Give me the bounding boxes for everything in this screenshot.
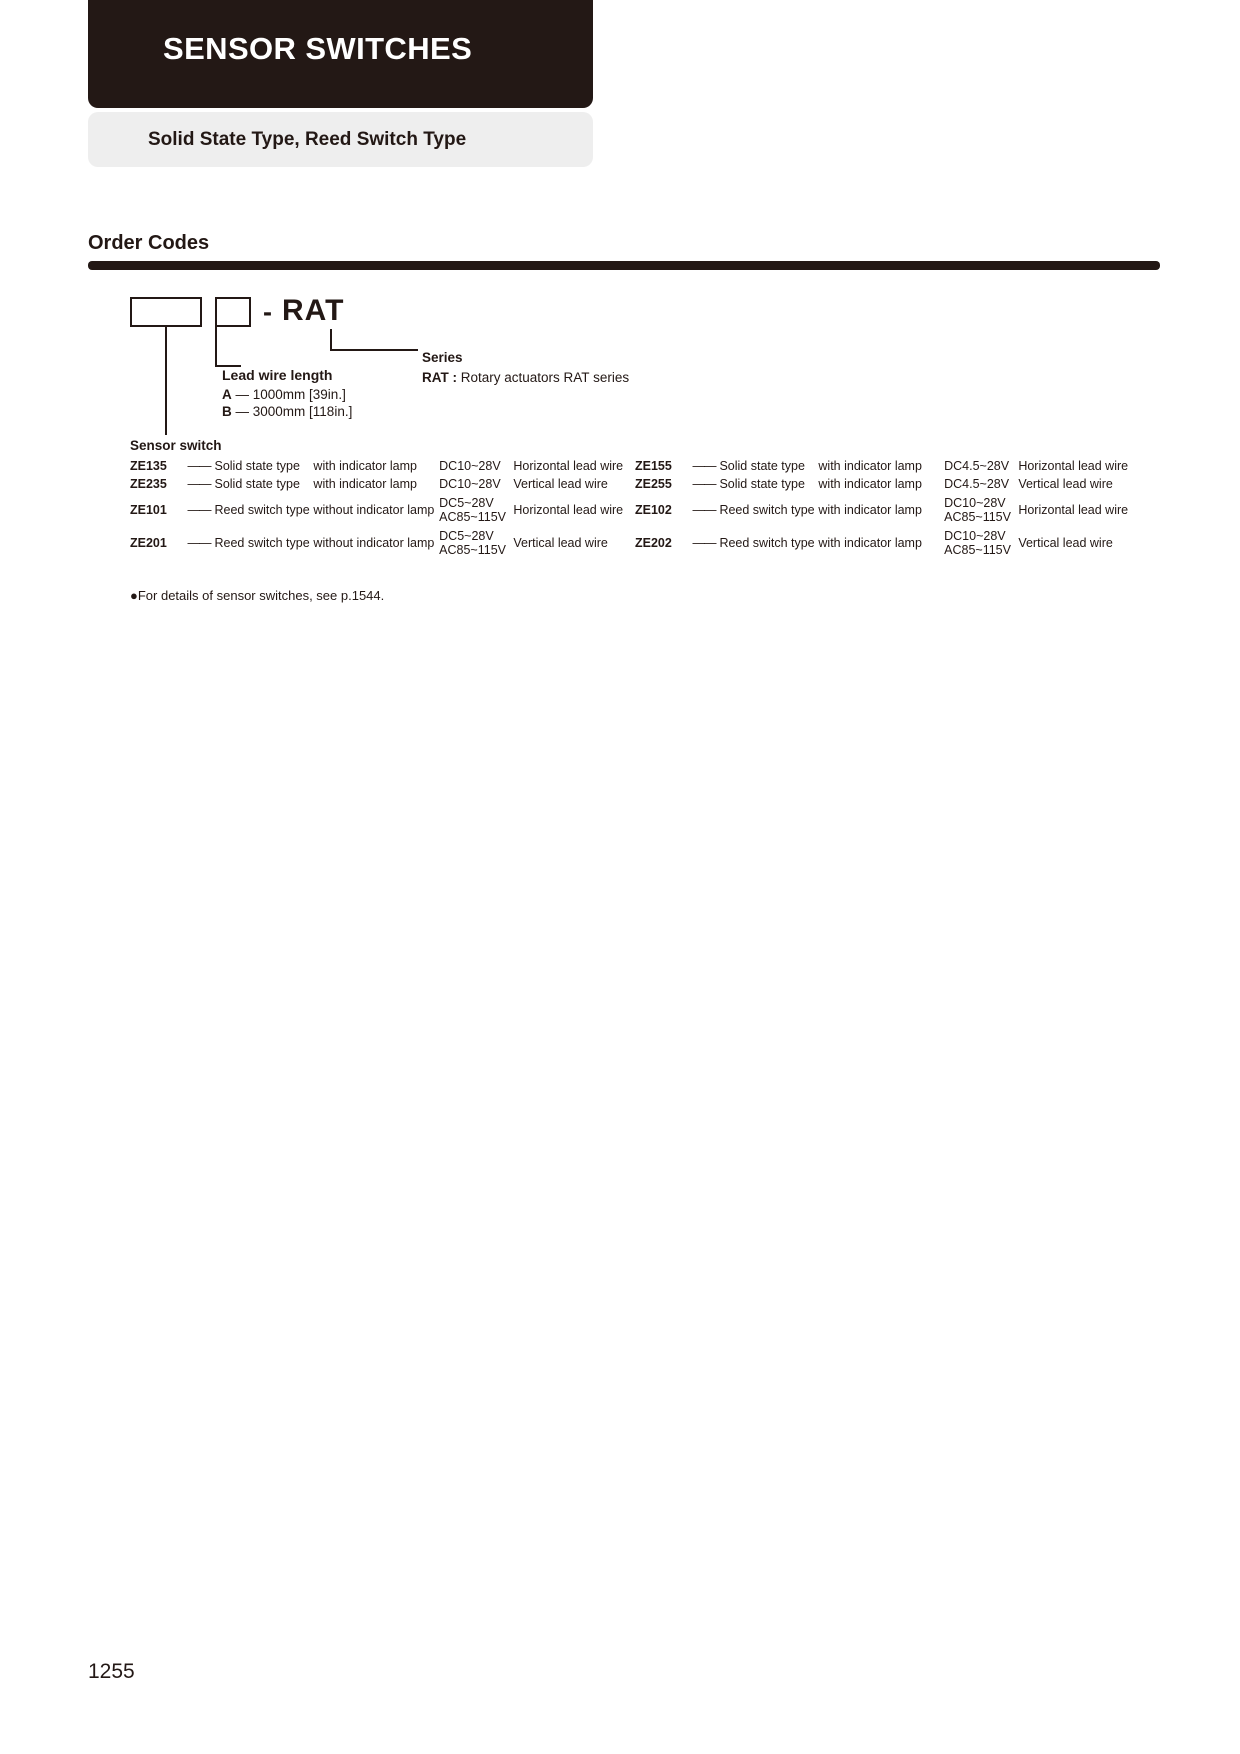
series-value: Rotary actuators RAT series (460, 370, 630, 385)
table-row (130, 475, 1140, 493)
page-subtitle: Solid State Type, Reed Switch Type (148, 128, 467, 150)
callout-lead-wire-option-a (222, 387, 346, 402)
sensor-lamp: with indicator lamp (818, 477, 922, 492)
sensor-dash: —— (187, 459, 211, 473)
sensor-voltage-line: AC85~115V (439, 510, 506, 525)
order-code-series: RAT (282, 294, 345, 327)
table-row (130, 527, 1140, 560)
sensor-wire: Vertical lead wire (513, 535, 608, 550)
sensor-voltage-line: DC4.5~28V (944, 459, 1010, 473)
lead-wire-option-a-value: — 1000mm [39in.] (235, 387, 346, 402)
sensor-lamp: with indicator lamp (818, 535, 922, 550)
sensor-code: ZE201 (130, 535, 167, 550)
sensor-dash: —— (692, 502, 716, 517)
sensor-dash: —— (692, 535, 716, 550)
callout-sensor-switch-title: Sensor switch (130, 438, 222, 453)
sensor-voltage (439, 475, 513, 493)
sensor-voltage-line: DC5~28V (439, 528, 494, 543)
sensor-type: Reed switch type (719, 535, 815, 550)
sensor-wire: Vertical lead wire (513, 477, 608, 492)
sensor-voltage-line: DC4.5~28V (944, 477, 1010, 492)
sensor-wire: Vertical lead wire (1018, 535, 1113, 550)
sensor-dash: —— (692, 477, 716, 492)
sensor-wire: Horizontal lead wire (513, 459, 624, 473)
sensor-dash: —— (692, 459, 716, 473)
sensor-lamp: without indicator lamp (313, 535, 435, 550)
sensor-dash: —— (187, 535, 211, 550)
sensor-lamp: with indicator lamp (313, 459, 417, 473)
sensor-code: ZE101 (130, 502, 167, 517)
sensor-wire: Vertical lead wire (1018, 477, 1113, 492)
footnote-sensor-switch-details: ●For details of sensor switches, see p.1544. (130, 588, 385, 603)
sensor-voltage (439, 494, 513, 527)
leader-line-sensor-switch-vertical (165, 327, 167, 435)
lead-wire-option-b-key: B (222, 404, 232, 419)
sensor-type: Reed switch type (719, 502, 815, 517)
leader-line-series-horizontal (330, 349, 418, 351)
sensor-voltage (439, 527, 513, 560)
sensor-voltage-line: DC5~28V (439, 495, 494, 510)
sensor-voltage (944, 457, 1018, 475)
table-row (130, 457, 1140, 475)
sensor-type: Reed switch type (214, 535, 310, 550)
sensor-type: Reed switch type (214, 502, 310, 517)
table-row (130, 494, 1140, 527)
sensor-dash: —— (187, 502, 211, 517)
callout-lead-wire-title: Lead wire length (222, 367, 333, 383)
sensor-dash: —— (187, 477, 211, 492)
sensor-wire: Horizontal lead wire (1018, 502, 1129, 517)
sensor-switch-options-table (130, 457, 1140, 559)
sensor-voltage (944, 475, 1018, 493)
sensor-voltage-line: DC10~28V (944, 495, 1006, 510)
sensor-switch-table-body (130, 457, 1140, 559)
sensor-type: Solid state type (214, 477, 300, 492)
sensor-voltage-line: AC85~115V (944, 542, 1011, 557)
leader-line-series-vertical (330, 329, 332, 351)
sensor-voltage-line: DC10~28V (439, 477, 501, 492)
sensor-voltage-line: AC85~115V (439, 542, 506, 557)
sensor-code: ZE235 (130, 477, 167, 492)
sensor-voltage (439, 457, 513, 475)
sensor-lamp: with indicator lamp (818, 459, 922, 473)
leader-line-lead-wire-vertical (215, 327, 217, 367)
sensor-code: ZE255 (634, 477, 672, 492)
lead-wire-option-b-value: — 3000mm [118in.] (235, 404, 353, 419)
sensor-lamp: without indicator lamp (313, 502, 435, 517)
order-code-diagram (130, 294, 345, 327)
sensor-voltage (944, 527, 1018, 560)
sensor-code: ZE135 (130, 459, 167, 473)
section-divider-rule (88, 261, 1160, 270)
page-subtitle-banner (88, 112, 593, 167)
sensor-voltage-line: AC85~115V (944, 510, 1011, 525)
sensor-type: Solid state type (214, 459, 300, 473)
sensor-voltage (944, 494, 1018, 527)
order-code-box-lead-wire (215, 297, 251, 327)
sensor-wire: Horizontal lead wire (1018, 459, 1129, 473)
sensor-voltage-line: DC10~28V (944, 528, 1006, 543)
sensor-lamp: with indicator lamp (313, 477, 417, 492)
page-title: SENSOR SWITCHES (163, 31, 473, 66)
lead-wire-option-a-key: A (222, 387, 232, 402)
sensor-code: ZE202 (634, 535, 672, 550)
sensor-code: ZE102 (634, 502, 672, 517)
sensor-code: ZE155 (634, 459, 672, 473)
series-key: RAT : (422, 370, 457, 385)
page-title-banner (88, 0, 593, 108)
sensor-voltage-line: DC10~28V (439, 459, 501, 473)
sensor-lamp: with indicator lamp (818, 502, 922, 517)
callout-series-title: Series (422, 350, 463, 365)
sensor-wire: Horizontal lead wire (513, 502, 624, 517)
callout-lead-wire-option-b (222, 404, 352, 419)
callout-series-description (422, 370, 629, 385)
sensor-type: Solid state type (719, 477, 805, 492)
page-number: 1255 (88, 1660, 135, 1683)
sensor-type: Solid state type (719, 459, 805, 473)
section-heading-order-codes: Order Codes (88, 232, 210, 254)
order-code-dash: - (263, 297, 272, 327)
order-code-box-sensor-switch (130, 297, 202, 327)
